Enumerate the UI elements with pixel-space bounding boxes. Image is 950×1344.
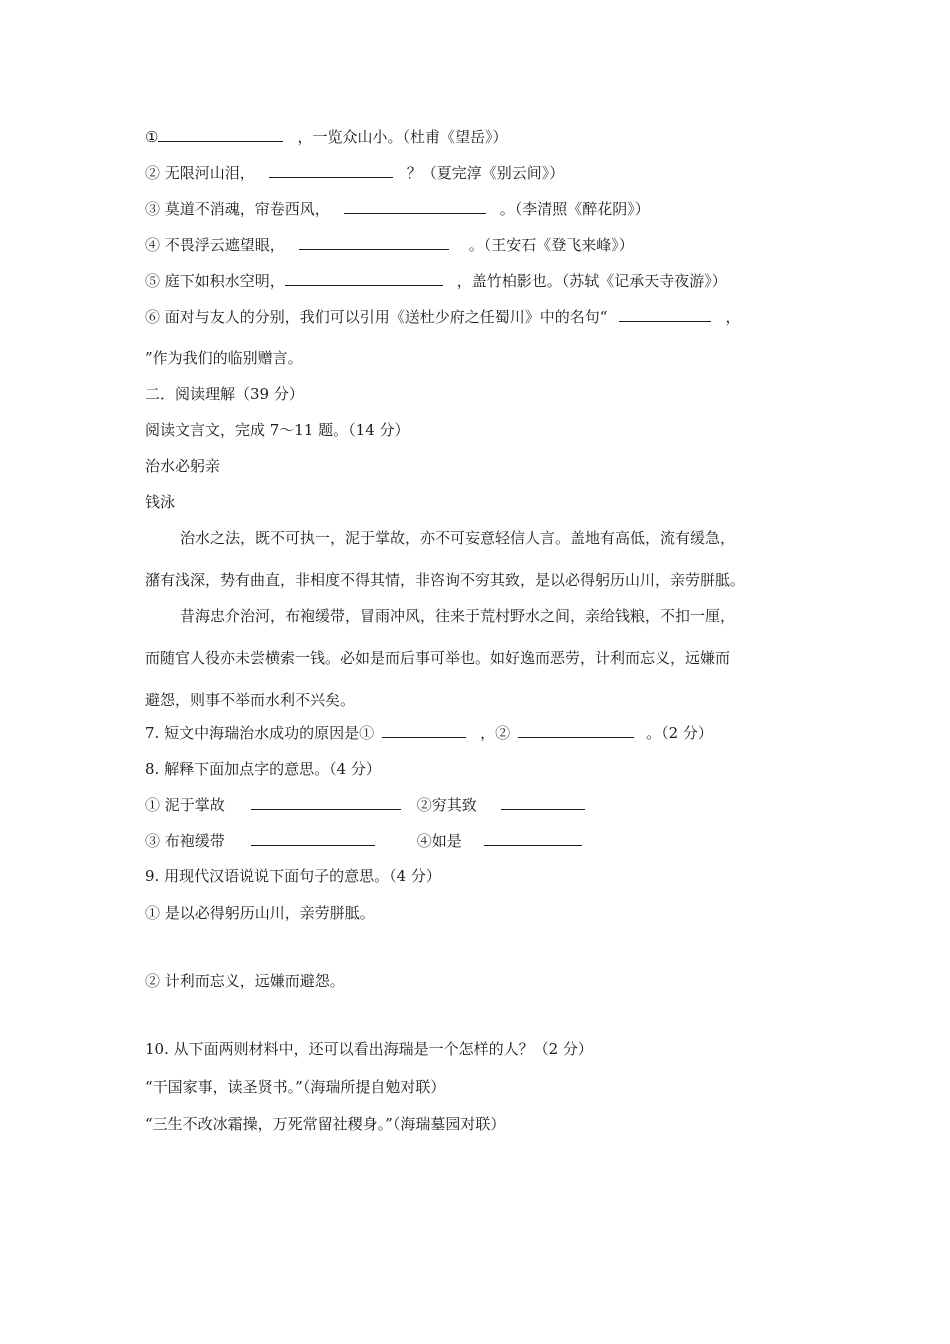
q7-text: 7. 短文中海瑞治水成功的原因是① (145, 724, 375, 742)
answer-blank-q1[interactable] (158, 127, 283, 142)
q1-number: ① (145, 128, 159, 146)
q1-text: ，一览众山小。（杜甫《望岳》） (297, 128, 508, 146)
question-10-stem: 10. 从下面两则材料中，还可以看出海瑞是一个怎样的人？（2 分） (145, 1040, 593, 1058)
fill-in-q2 (145, 163, 564, 183)
section-heading: 二．阅读理解（39 分） (145, 385, 304, 403)
q2-source: ？（夏完淳《别云间》） (406, 164, 565, 182)
q5-source: ，盖竹柏影也。（苏轼《记承天寺夜游》） (456, 272, 727, 290)
answer-blank-q4[interactable] (299, 235, 449, 250)
fill-in-q4 (145, 235, 634, 255)
q6-comma: ， (725, 308, 741, 326)
question-10-material-1: “干国家事，读圣贤书。”（海瑞所提自勉对联） (145, 1078, 446, 1096)
q8-item-4: ④如是 (416, 832, 462, 850)
q2-text: ② 无限河山泪， (145, 164, 255, 182)
q5-text: ⑤ 庭下如积水空明， (145, 272, 285, 290)
q6-text: ⑥ 面对与友人的分别，我们可以引用《送杜少府之任蜀川》中的名句“ (145, 308, 608, 326)
reading-intro: 阅读文言文，完成 7～11 题。（14 分） (145, 421, 410, 439)
q7-score: 。（2 分） (646, 724, 713, 742)
question-9-sentence-1: ① 是以必得躬历山川，亲劳胼胝。 (145, 904, 375, 922)
q8-item-3: ③ 布袍缓带 (145, 832, 225, 850)
fill-in-q3 (145, 199, 650, 219)
answer-blank-q8-1[interactable] (251, 795, 401, 810)
q4-text: ④ 不畏浮云遮望眼， (145, 236, 285, 254)
passage-p2-line3: 避怨，则事不举而水利不兴矣。 (145, 691, 356, 709)
passage-p1-line2: 潴有浅深，势有曲直，非相度不得其情，非咨询不穷其致，是以必得躬历山川，亲劳胼胝。 (145, 571, 746, 589)
question-9-sentence-2: ② 计利而忘义，远嫌而避怨。 (145, 972, 345, 990)
fill-in-q6-continued: ”作为我们的临别赠言。 (145, 349, 303, 367)
question-9-stem: 9. 用现代汉语说说下面句子的意思。（4 分） (145, 867, 441, 885)
fill-in-q6 (145, 307, 740, 327)
q3-source: 。（李清照《醉花阴》） (499, 200, 650, 218)
answer-blank-q6[interactable] (619, 307, 711, 322)
answer-blank-q8-3[interactable] (251, 831, 375, 846)
question-8-row1 (145, 795, 585, 815)
answer-blank-q8-4[interactable] (484, 831, 582, 846)
question-7 (145, 723, 713, 743)
passage-title: 治水必躬亲 (145, 457, 221, 475)
passage-p2-line1: 昔海忠介治河，布袍缓带，冒雨冲风，往来于荒村野水之间，亲给钱粮，不扣一厘， (180, 607, 736, 625)
q8-item-1: ① 泥于掌故 (145, 796, 225, 814)
passage-p2-line2: 而随官人役亦未尝横索一钱。必如是而后事可举也。如好逸而恶劳，计利而忘义，远嫌而 (145, 649, 731, 667)
q7-mid: ，② (480, 724, 511, 742)
passage-author: 钱泳 (145, 493, 176, 511)
answer-blank-q7-2[interactable] (518, 723, 634, 738)
question-8-row2 (145, 831, 582, 851)
question-10-material-2: “三生不改冰霜操，万死常留社稷身。”（海瑞墓园对联） (145, 1115, 506, 1133)
answer-blank-q5[interactable] (285, 271, 443, 286)
question-8-stem: 8. 解释下面加点字的意思。（4 分） (145, 760, 381, 778)
q8-item-2: ②穷其致 (416, 796, 477, 814)
fill-in-q5 (145, 271, 727, 291)
fill-in-q1 (145, 127, 507, 147)
answer-blank-q3[interactable] (344, 199, 486, 214)
q3-text: ③ 莫道不消魂，帘卷西风， (145, 200, 330, 218)
passage-p1-line1: 治水之法，既不可执一，泥于掌故，亦不可妄意轻信人言。盖地有高低，流有缓急， (180, 529, 736, 547)
q4-source: 。（王安石《登飞来峰》） (468, 236, 634, 254)
answer-blank-q7-1[interactable] (382, 723, 466, 738)
answer-blank-q2[interactable] (269, 163, 393, 178)
answer-blank-q8-2[interactable] (501, 795, 585, 810)
